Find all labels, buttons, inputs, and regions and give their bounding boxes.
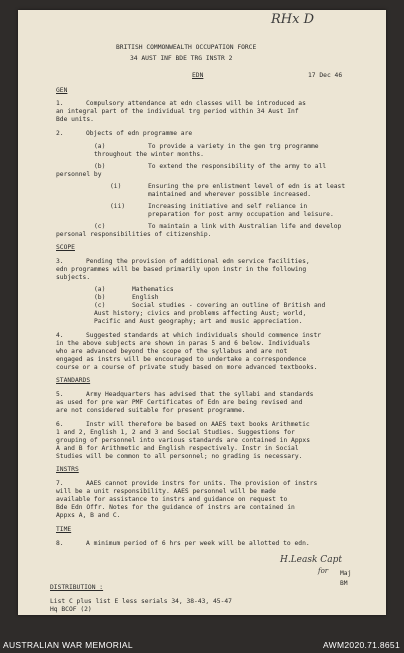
para-2b-line: personnel by bbox=[56, 171, 102, 178]
para-1-line: Compulsory attendance at edn classes will be introduced as bbox=[86, 100, 306, 107]
header-line-3: EDN bbox=[192, 72, 204, 79]
para-3b-line: English bbox=[132, 294, 159, 301]
document-date: 17 Dec 46 bbox=[308, 72, 343, 79]
para-7-line: Bde Edn Offr. Notes for the guidance of instrs are contained in bbox=[56, 504, 295, 511]
para-3c-line: Aust history; civics and problems affecting Aust; world, bbox=[94, 310, 307, 317]
para-3-line: edn programmes will be based primarily upon instr in the following bbox=[56, 266, 307, 273]
para-6-line: Studies will be common to all personnel; no grading is necessary. bbox=[56, 453, 303, 460]
para-7-number: 7. bbox=[56, 480, 64, 487]
heading-time: TIME bbox=[56, 526, 72, 533]
para-2bi-line: maintained and wherever possible increased. bbox=[148, 191, 312, 198]
para-3-line: Pending the provision of additional edn service facilities, bbox=[86, 258, 310, 265]
para-7-line: Appxs A, B and C. bbox=[56, 512, 121, 519]
para-4-line: in the above subjects are shown in paras 5 and 6 below. Individuals bbox=[56, 340, 311, 347]
archive-footer bbox=[0, 636, 404, 653]
para-5-line: as used for pre war PMF Certificates of Edn are being revised and bbox=[56, 399, 303, 406]
para-3c-line: Pacific and Aust geography; art and music appreciation. bbox=[94, 318, 303, 325]
para-2bi-label: (i) bbox=[110, 183, 122, 190]
para-3-line: subjects. bbox=[56, 274, 91, 281]
heading-standards: STANDARDS bbox=[56, 377, 91, 384]
para-8-line: A minimum period of 6 hrs per week will be allotted to edn. bbox=[86, 540, 310, 547]
para-6-number: 6. bbox=[56, 421, 64, 428]
para-1-line: an integral part of the individual trg period within 34 Aust Inf bbox=[56, 108, 299, 115]
para-2b-line: To extend the responsibility of the army to all bbox=[148, 163, 327, 170]
para-5-line: Army Headquarters has advised that the syllabi and standards bbox=[86, 391, 314, 398]
distribution-heading: DISTRIBUTION : bbox=[50, 584, 104, 591]
para-3a-line: Mathematics bbox=[132, 286, 174, 293]
para-2c-label: (c) bbox=[94, 223, 106, 230]
para-3a-label: (a) bbox=[94, 286, 106, 293]
para-5-line: are not considered suitable for present programme. bbox=[56, 407, 246, 414]
para-6-line: A and B for Arithmetic and English respectively. Instr in Social bbox=[56, 445, 299, 452]
distribution-line: List C plus list E less serials 34, 38-43, 45-47 bbox=[50, 598, 232, 605]
para-5-number: 5. bbox=[56, 391, 64, 398]
para-2-number: 2. bbox=[56, 130, 64, 137]
para-2bii-label: (ii) bbox=[110, 203, 126, 210]
para-7-line: will be a unit responsibility. AAES personnel will be made bbox=[56, 488, 276, 495]
para-3b-label: (b) bbox=[94, 294, 106, 301]
document-page bbox=[18, 10, 386, 615]
signature-unit: BM bbox=[340, 580, 348, 587]
para-2bii-line: preparation for post army occupation and leisure. bbox=[148, 211, 334, 218]
para-1-line: Bde units. bbox=[56, 116, 94, 123]
para-2a-line: throughout the winter months. bbox=[94, 151, 204, 158]
handwritten-reference: RHx D bbox=[271, 12, 315, 27]
signature: H.Leask Capt bbox=[280, 555, 342, 565]
para-4-number: 4. bbox=[56, 332, 64, 339]
signature-for: for bbox=[318, 567, 329, 575]
heading-scope: SCOPE bbox=[56, 244, 75, 251]
para-3-number: 3. bbox=[56, 258, 64, 265]
para-8-number: 8. bbox=[56, 540, 64, 547]
para-6-line: grouping of personnel into various standards are contained in Appxs bbox=[56, 437, 311, 444]
para-2c-line: To maintain a link with Australian life and develop bbox=[148, 223, 342, 230]
footer-accession-number: AWM2020.71.8651 bbox=[323, 640, 400, 650]
heading-gen: GEN bbox=[56, 87, 68, 94]
para-4-line: Suggested standards at which individuals should commence instr bbox=[86, 332, 322, 339]
para-2-line: Objects of edn programme are bbox=[86, 130, 193, 137]
para-1-number: 1. bbox=[56, 100, 64, 107]
para-2a-label: (a) bbox=[94, 143, 106, 150]
para-3c-line: Social studies - covering an outline of British and bbox=[132, 302, 326, 309]
header-line-1: BRITISH COMMONWEALTH OCCUPATION FORCE bbox=[116, 44, 257, 51]
para-2c-line: personal responsibilities of citizenship. bbox=[56, 231, 212, 238]
para-7-line: AAES cannot provide instrs for units. The provision of instrs bbox=[86, 480, 318, 487]
para-6-line: 1 and 2, English 1, 2 and 3 and Social Studies. Suggestions for bbox=[56, 429, 295, 436]
para-2bii-line: Increasing initiative and self reliance in bbox=[148, 203, 308, 210]
heading-instrs: INSTRS bbox=[56, 466, 79, 473]
para-7-line: available for assistance to instrs and guidance on request to bbox=[56, 496, 288, 503]
signature-rank: Maj bbox=[340, 570, 352, 577]
para-4-line: course or a course of private study based on more advanced textbooks. bbox=[56, 364, 318, 371]
para-4-line: engaged as instrs will be encouraged to undertake a correspondence bbox=[56, 356, 307, 363]
para-4-line: who are advanced beyond the scope of the syllabus and are not bbox=[56, 348, 288, 355]
para-3c-label: (c) bbox=[94, 302, 106, 309]
para-6-line: Instr will therefore be based on AAES text books Arithmetic bbox=[86, 421, 310, 428]
para-2b-label: (b) bbox=[94, 163, 106, 170]
para-2bi-line: Ensuring the pre enlistment level of edn is at least bbox=[148, 183, 346, 190]
header-line-2: 34 AUST INF BDE TRG INSTR 2 bbox=[130, 55, 233, 62]
distribution-line: Hq BCOF (2) bbox=[50, 606, 92, 613]
footer-institution: AUSTRALIAN WAR MEMORIAL bbox=[3, 640, 133, 650]
para-2a-line: To provide a variety in the gen trg programme bbox=[148, 143, 319, 150]
